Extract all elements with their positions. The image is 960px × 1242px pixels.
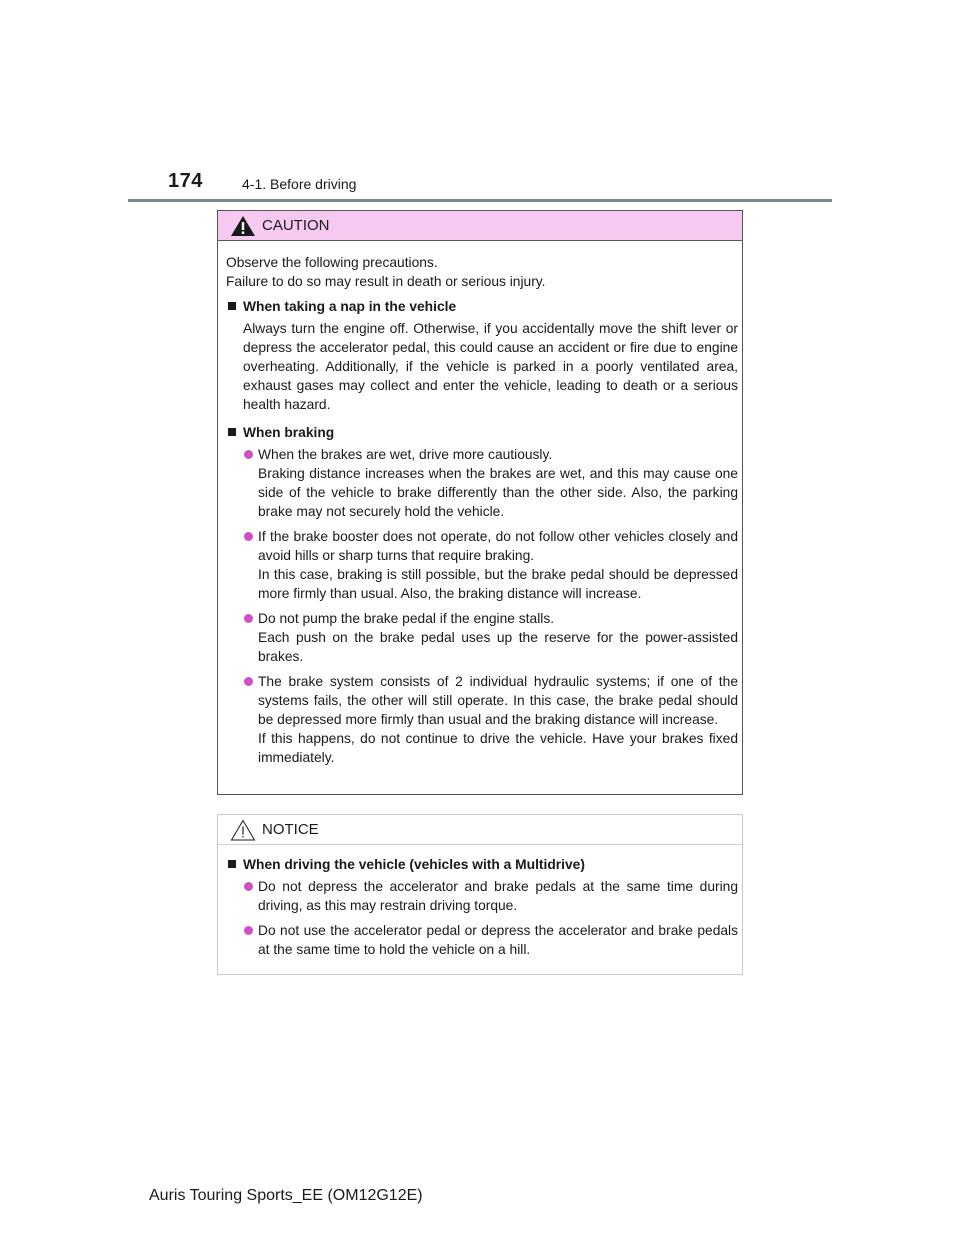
notice-body bbox=[218, 845, 742, 959]
bullet-line: When the brakes are wet, drive more cautiously. bbox=[258, 447, 553, 462]
notice-title: NOTICE bbox=[262, 821, 319, 838]
caution-bullet bbox=[226, 527, 738, 603]
caution-bullet bbox=[226, 445, 738, 521]
header-rule bbox=[128, 199, 832, 202]
caution-body bbox=[218, 241, 742, 767]
notice-box bbox=[217, 814, 743, 975]
caution-box bbox=[217, 210, 743, 795]
bullet-line: If this happens, do not continue to drive the vehicle. Have your brakes fixed immediately. bbox=[258, 731, 738, 765]
bullet-line: Each push on the brake pedal uses up the reserve for the power-assisted brakes. bbox=[258, 630, 738, 664]
bullet-line: Do not use the accelerator pedal or depress the accelerator and brake pedals at the same time to hold the vehicle on a hill. bbox=[258, 923, 738, 957]
bullet-line: The brake system consists of 2 individual hydraulic systems; if one of the systems fails, the other will still operate. In this case, the brake pedal should be depressed more firmly than usual and the braking distance will increase. bbox=[258, 674, 738, 727]
caution-item-title: When taking a nap in the vehicle bbox=[226, 297, 738, 316]
caution-item-text: Always turn the engine off. Otherwise, if you accidentally move the shift lever or depress the accelerator pedal, this could cause an accident or fire due to engine overheating. Additionally, if the vehicle is parked in a poorly ventilated area, exhaust gases may collect and enter the vehicle, leading to death or a serious health hazard. bbox=[243, 321, 738, 412]
caution-intro-line: Failure to do so may result in death or serious injury. bbox=[226, 274, 546, 289]
caution-item bbox=[226, 423, 738, 767]
notice-bullet bbox=[226, 877, 738, 915]
caution-bullet bbox=[226, 609, 738, 666]
caution-header bbox=[218, 211, 742, 241]
page-number: 174 bbox=[168, 170, 203, 192]
footer-text: Auris Touring Sports_EE (OM12G12E) bbox=[149, 1187, 423, 1204]
bullet-line: If the brake booster does not operate, do not follow other vehicles closely and avoid hills or sharp turns that require braking. bbox=[258, 529, 738, 563]
bullet-line: In this case, braking is still possible, but the brake pedal should be depressed more firmly than usual. Also, the braking distance will increase. bbox=[258, 567, 738, 601]
notice-header bbox=[218, 815, 742, 845]
caution-item bbox=[226, 297, 738, 414]
bullet-line: Braking distance increases when the brakes are wet, and this may cause one side of the vehicle to brake differently than the other side. Also, the parking brake may not securely hold the vehicle. bbox=[258, 466, 738, 519]
notice-bullet bbox=[226, 921, 738, 959]
warning-outline-icon bbox=[230, 819, 256, 841]
caution-bullet bbox=[226, 672, 738, 767]
caution-item-title: When braking bbox=[226, 423, 738, 442]
caution-intro-line: Observe the following precautions. bbox=[226, 255, 438, 270]
bullet-line: Do not depress the accelerator and brake pedals at the same time during driving, as this may restrain driving torque. bbox=[258, 879, 738, 913]
warning-triangle-icon bbox=[230, 215, 256, 237]
section-title: 4-1. Before driving bbox=[242, 176, 357, 192]
caution-title: CAUTION bbox=[262, 217, 330, 234]
bullet-line: Do not pump the brake pedal if the engine stalls. bbox=[258, 611, 555, 626]
notice-item-title: When driving the vehicle (vehicles with a Multidrive) bbox=[226, 855, 738, 874]
notice-item bbox=[226, 855, 738, 959]
